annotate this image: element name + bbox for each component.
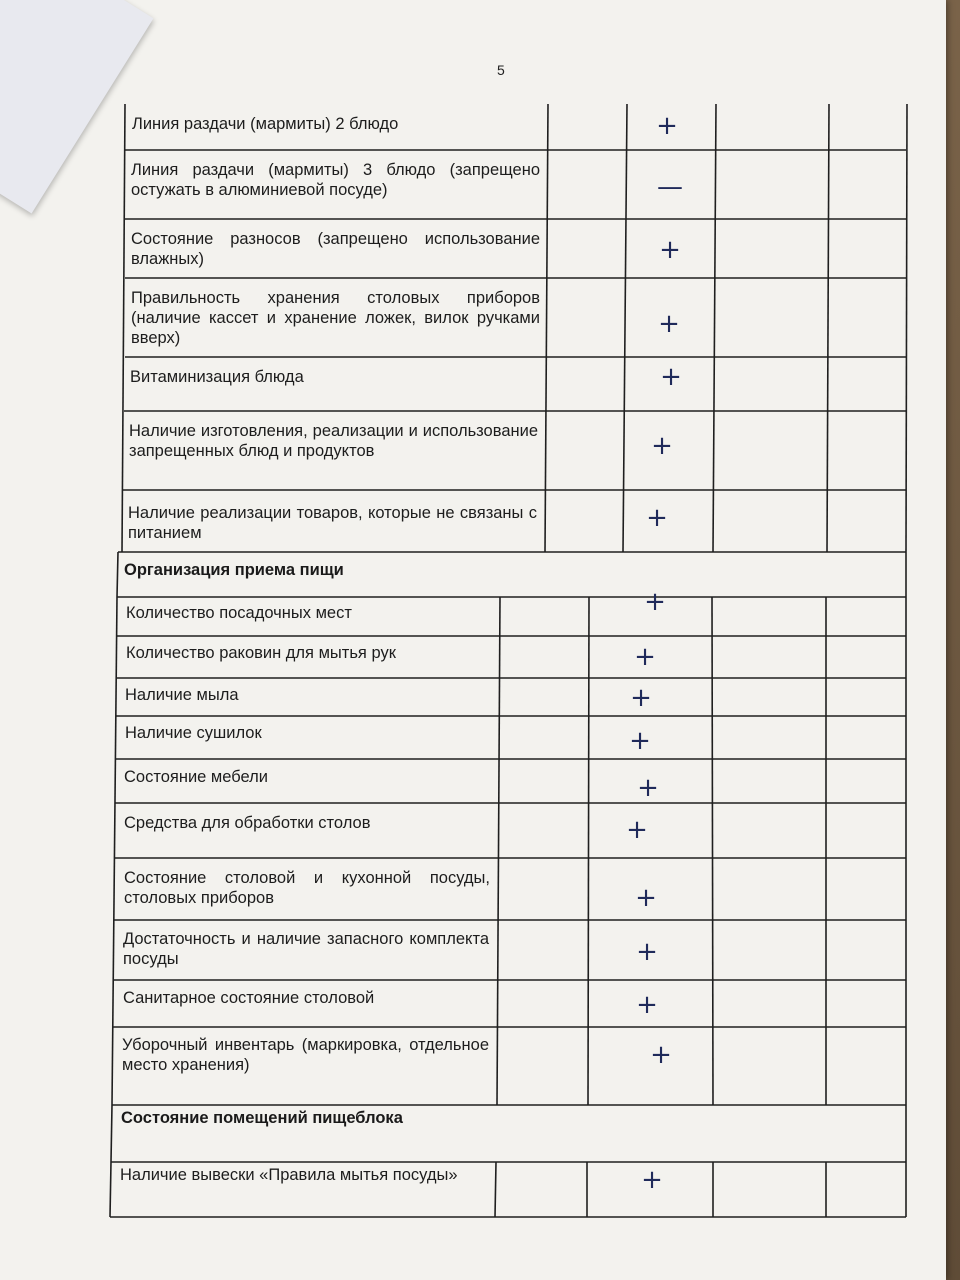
row-label-serving-line-2: Линия раздачи (мармиты) 2 блюдо	[132, 115, 399, 133]
checkmark-hand-sinks: +	[634, 642, 656, 672]
row-label-trays-condition: Состояние разносов (запрещено использование влажных)	[131, 230, 540, 268]
row-label-sanitary-state: Санитарное состояние столовой	[123, 989, 375, 1007]
row-label-serving-line-3: Линия раздачи (мармиты) 3 блюдо (запрещено остужать в алюминиевой посуде)	[131, 161, 540, 199]
row-label-soap: Наличие мыла	[125, 686, 239, 704]
row-label-spare-dishes: Достаточность и наличие запасного комплекта посуды	[123, 930, 489, 968]
checkmark-table-cleaning: +	[626, 815, 648, 845]
section-title-kitchen-rooms: Состояние помещений пищеблока	[121, 1109, 403, 1127]
row-label-forbidden-dishes: Наличие изготовления, реализации и использование запрещенных блюд и продуктов	[129, 422, 538, 460]
checkmark-dishes-condition: +	[635, 883, 657, 913]
checkmark-seats: +	[644, 587, 666, 617]
checkmark-cutlery-storage: +	[658, 309, 680, 339]
checkmark-sanitary-state: +	[636, 990, 658, 1020]
page-number: 5	[497, 62, 505, 78]
checkmark-cleaning-inventory: +	[650, 1040, 672, 1070]
checkmark-furniture: +	[637, 773, 659, 803]
checkmark-dryers: +	[629, 726, 651, 756]
section-title-meal-organization: Организация приема пищи	[124, 561, 344, 579]
row-label-table-cleaning: Средства для обработки столов	[124, 814, 371, 832]
checkmark-trays-condition: +	[659, 235, 681, 265]
row-label-cleaning-inventory: Уборочный инвентарь (маркировка, отдельное место хранения)	[122, 1036, 489, 1074]
row-label-vitaminization: Витаминизация блюда	[130, 368, 304, 386]
row-label-dishes-condition: Состояние столовой и кухонной посуды, столовых приборов	[124, 869, 490, 907]
row-label-dishwashing-sign: Наличие вывески «Правила мытья посуды»	[120, 1166, 458, 1184]
row-label-cutlery-storage: Правильность хранения столовых приборов (наличие кассет и хранение ложек, вилок ручками вверх)	[131, 289, 540, 347]
checkmark-serving-line-2: +	[656, 111, 678, 141]
row-label-non-food-goods: Наличие реализации товаров, которые не связаны с питанием	[128, 504, 537, 542]
row-label-seats: Количество посадочных мест	[126, 604, 352, 622]
row-label-furniture: Состояние мебели	[124, 768, 268, 786]
row-label-dryers: Наличие сушилок	[125, 724, 262, 742]
checkmark-spare-dishes: +	[636, 937, 658, 967]
checkmark-vitaminization: +	[660, 362, 682, 392]
row-label-hand-sinks: Количество раковин для мытья рук	[126, 644, 396, 662]
checkmark-forbidden-dishes: +	[651, 431, 673, 461]
checkmark-dishwashing-sign: +	[641, 1165, 663, 1195]
dash-mark-serving-line-3: —	[657, 172, 683, 202]
checkmark-soap: +	[630, 683, 652, 713]
checkmark-non-food-goods: +	[646, 503, 668, 533]
